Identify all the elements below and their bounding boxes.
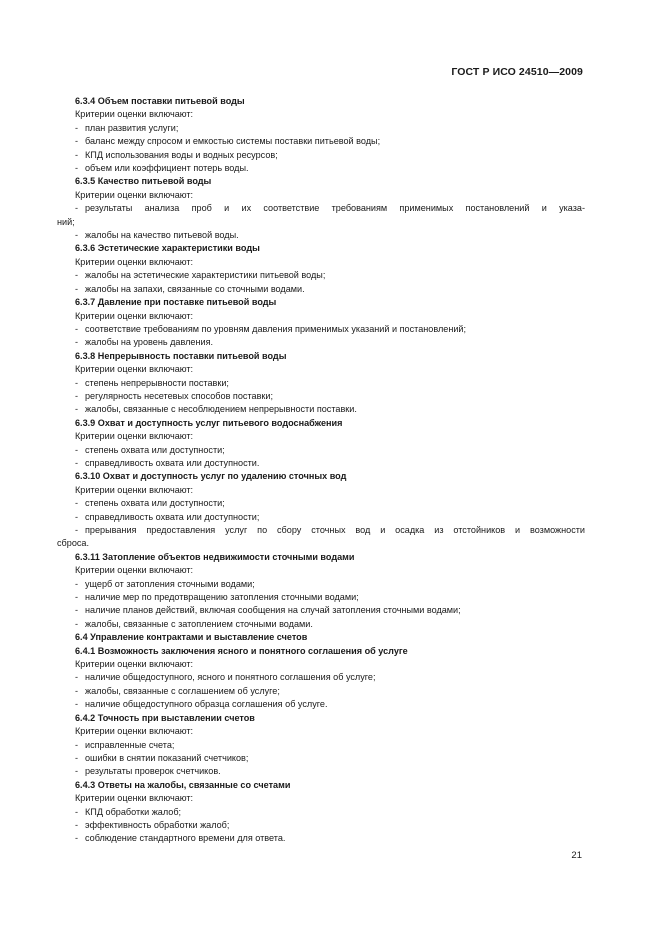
criteria-intro: Критерии оценки включают: <box>75 364 194 375</box>
section-heading: 6.3.5 Качество питьевой воды <box>75 176 212 187</box>
list-item-text: жалобы, связанные с несоблюдением непрерывности поставки. <box>85 404 357 415</box>
list-item <box>57 336 585 349</box>
list-item <box>57 202 585 215</box>
bullet-dash: - <box>75 230 79 241</box>
list-item <box>57 457 585 470</box>
list-item-text: результаты анализа проб и их соответствие требованиям применимых постановлений и указа- <box>85 203 585 214</box>
list-item-text: наличие мер по предотвращению затопления сточными водами; <box>85 592 359 603</box>
list-item <box>57 511 585 524</box>
list-item <box>57 591 585 604</box>
list-item-text: степень охвата или доступности; <box>85 498 225 509</box>
list-item <box>57 765 585 778</box>
section-heading: 6.3.7 Давление при поставке питьевой воды <box>75 297 277 308</box>
bullet-dash: - <box>75 766 79 777</box>
list-item-text: наличие общедоступного образца соглашения об услуге. <box>85 699 328 710</box>
list-item <box>57 149 585 162</box>
bullet-dash: - <box>75 806 79 817</box>
list-item-text: результаты проверок счетчиков. <box>85 766 221 777</box>
list-item-text: исправленные счета; <box>85 739 175 750</box>
list-item-text: план развития услуги; <box>85 122 179 133</box>
list-item <box>57 685 585 698</box>
bullet-dash: - <box>75 377 79 388</box>
list-item <box>57 524 585 537</box>
criteria-intro: Критерии оценки включают: <box>75 189 194 200</box>
section-heading: 6.4.2 Точность при выставлении счетов <box>75 712 255 723</box>
list-item-text: ошибки в снятии показаний счетчиков; <box>85 752 249 763</box>
bullet-dash: - <box>75 819 79 830</box>
list-item <box>57 390 585 403</box>
bullet-dash: - <box>75 578 79 589</box>
list-item-continuation: сброса. <box>57 538 90 549</box>
list-item <box>57 122 585 135</box>
list-item <box>57 819 585 832</box>
section-heading: 6.3.8 Непрерывность поставки питьевой воды <box>75 350 287 361</box>
criteria-intro: Критерии оценки включают: <box>75 659 194 670</box>
list-item <box>57 806 585 819</box>
list-item <box>57 739 585 752</box>
list-item <box>57 671 585 684</box>
list-item-text: эффективность обработки жалоб; <box>85 819 230 830</box>
list-item <box>57 698 585 711</box>
list-item <box>57 832 585 845</box>
section-heading: 6.3.6 Эстетические характеристики воды <box>75 243 260 254</box>
bullet-dash: - <box>75 390 79 401</box>
bullet-dash: - <box>75 136 79 147</box>
list-item-text: жалобы на уровень давления. <box>85 337 214 348</box>
bullet-dash: - <box>75 699 79 710</box>
list-item-text: прерывания предоставления услуг по сбору сточных вод и осадка из отстойников и возможности <box>85 525 585 535</box>
bullet-dash: - <box>75 685 79 696</box>
list-item-text: объем или коэффициент потерь воды. <box>85 163 249 174</box>
criteria-intro: Критерии оценки включают: <box>75 565 194 576</box>
bullet-dash: - <box>75 605 79 616</box>
list-item-text: жалобы на эстетические характеристики питьевой воды; <box>85 270 326 281</box>
bullet-dash: - <box>75 498 79 509</box>
list-item <box>57 269 585 282</box>
bullet-dash: - <box>75 672 79 683</box>
list-item <box>57 578 585 591</box>
list-item-continuation: ний; <box>57 216 75 227</box>
bullet-dash: - <box>75 618 79 629</box>
list-item <box>57 604 585 617</box>
bullet-dash: - <box>75 404 79 415</box>
section-heading: 6.3.4 Объем поставки питьевой воды <box>75 96 245 106</box>
list-item-text: степень непрерывности поставки; <box>85 377 229 388</box>
section-heading: 6.4 Управление контрактами и выставление счетов <box>75 632 308 643</box>
list-item-text: жалобы на качество питьевой воды. <box>85 230 239 241</box>
list-item-text: справедливость охвата или доступности. <box>85 457 260 468</box>
list-item-text: жалобы на запахи, связанные со сточными водами. <box>85 283 305 294</box>
list-item <box>57 323 585 336</box>
list-item <box>57 497 585 510</box>
list-item-text: регулярность несетевых способов поставки; <box>85 390 273 401</box>
list-item-text: баланс между спросом и емкостью системы поставки питьевой воды; <box>85 136 381 147</box>
list-item <box>57 618 585 631</box>
list-item <box>57 162 585 175</box>
section-heading: 6.3.9 Охват и доступность услуг питьевого водоснабжения <box>75 417 343 428</box>
bullet-dash: - <box>75 444 79 455</box>
bullet-dash: - <box>75 592 79 603</box>
bullet-dash: - <box>75 337 79 348</box>
bullet-dash: - <box>75 833 79 844</box>
list-item <box>57 135 585 148</box>
list-item-text: справедливость охвата или доступности; <box>85 511 260 522</box>
bullet-dash: - <box>75 323 79 334</box>
list-item-text: наличие общедоступного, ясного и понятного соглашения об услуге; <box>85 672 376 683</box>
document-header: ГОСТ Р ИСО 24510—2009 <box>451 66 583 78</box>
list-item <box>57 444 585 457</box>
list-item <box>57 283 585 296</box>
criteria-intro: Критерии оценки включают: <box>75 310 194 321</box>
bullet-dash: - <box>75 149 79 160</box>
bullet-dash: - <box>75 511 79 522</box>
section-heading: 6.3.10 Охват и доступность услуг по удалению сточных вод <box>75 471 347 482</box>
list-item-text: КПД использования воды и водных ресурсов; <box>85 149 278 160</box>
section-heading: 6.4.3 Ответы на жалобы, связанные со счетами <box>75 779 291 790</box>
criteria-intro: Критерии оценки включают: <box>75 431 194 442</box>
list-item-text: соответствие требованиям по уровням давления применимых указаний и постановлений; <box>85 323 467 334</box>
list-item-text: ущерб от затопления сточными водами; <box>85 578 255 589</box>
criteria-intro: Критерии оценки включают: <box>75 793 194 804</box>
criteria-intro: Критерии оценки включают: <box>75 256 194 267</box>
bullet-dash: - <box>75 457 79 468</box>
list-item <box>57 403 585 416</box>
criteria-intro: Критерии оценки включают: <box>75 726 194 737</box>
list-item <box>57 229 585 242</box>
page-number: 21 <box>571 850 582 861</box>
document-body <box>57 95 585 846</box>
list-item-text: жалобы, связанные с соглашением об услуге; <box>85 685 280 696</box>
list-item-text: соблюдение стандартного времени для ответа. <box>85 833 286 844</box>
list-item <box>57 752 585 765</box>
list-item-text: КПД обработки жалоб; <box>85 806 182 817</box>
bullet-dash: - <box>75 122 79 133</box>
list-item-text: степень охвата или доступности; <box>85 444 225 455</box>
bullet-dash: - <box>75 270 79 281</box>
bullet-dash: - <box>75 283 79 294</box>
bullet-dash: - <box>75 752 79 763</box>
bullet-dash: - <box>75 163 79 174</box>
section-heading: 6.3.11 Затопление объектов недвижимости сточными водами <box>75 551 355 562</box>
list-item-text: жалобы, связанные с затоплением сточными водами. <box>85 618 313 629</box>
bullet-dash: - <box>75 525 79 535</box>
section-heading: 6.4.1 Возможность заключения ясного и понятного соглашения об услуге <box>75 645 408 656</box>
criteria-intro: Критерии оценки включают: <box>75 109 194 120</box>
list-item-text: наличие планов действий, включая сообщения на случай затопления сточными водами; <box>85 605 461 616</box>
list-item <box>57 377 585 390</box>
criteria-intro: Критерии оценки включают: <box>75 484 194 495</box>
bullet-dash: - <box>75 739 79 750</box>
bullet-dash: - <box>75 203 79 214</box>
